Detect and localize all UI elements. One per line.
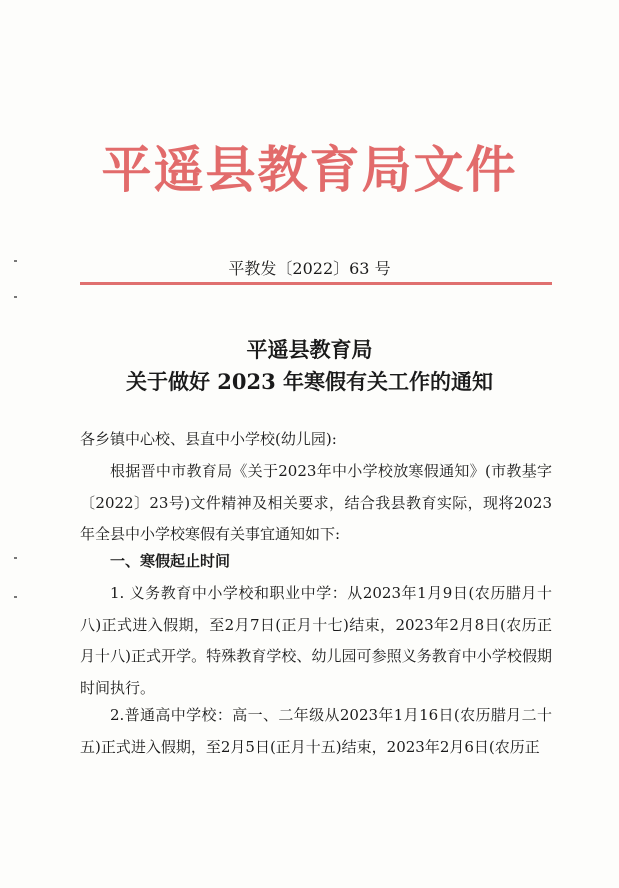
margin-mark — [14, 296, 17, 298]
addressee-line: 各乡镇中心校、县直中小学校(幼儿园): — [80, 430, 337, 448]
intro-paragraph: 根据晋中市教育局《关于2023年中小学校放寒假通知》(市教基字〔2022〕23号)文件精神及相关要求，结合我县教育实际，现将2023年全县中小学校寒假有关事宜通知如下: — [80, 462, 552, 543]
red-divider-line — [80, 282, 552, 285]
item-paragraph-2: 2.普通高中学校：高一、二年级从2023年1月16日(农历腊月二十五)正式进入假期，至2月5日(正月十五)结束，2023年2月6日(农历正 — [80, 706, 552, 756]
margin-mark — [14, 596, 17, 598]
margin-mark — [14, 557, 17, 559]
notice-title-subject: 关于做好 2023 年寒假有关工作的通知 — [125, 369, 494, 394]
item-paragraph-1: 1. 义务教育中小学校和职业中学：从2023年1月9日(农历腊月十八)正式进入假期，至2月7日(正月十七)结束，2023年2月8日(农历正月十八)正式开学。特殊教育学校、幼儿园可参照义务教育中小学校假期时间执行。 — [80, 584, 552, 697]
masthead-title: 平遥县教育局文件 — [101, 140, 518, 199]
section-heading: 一、寒假起止时间 — [110, 552, 231, 570]
notice-title-issuer: 平遥县教育局 — [246, 337, 373, 362]
document-number: 平教发〔2022〕63 号 — [228, 259, 391, 278]
